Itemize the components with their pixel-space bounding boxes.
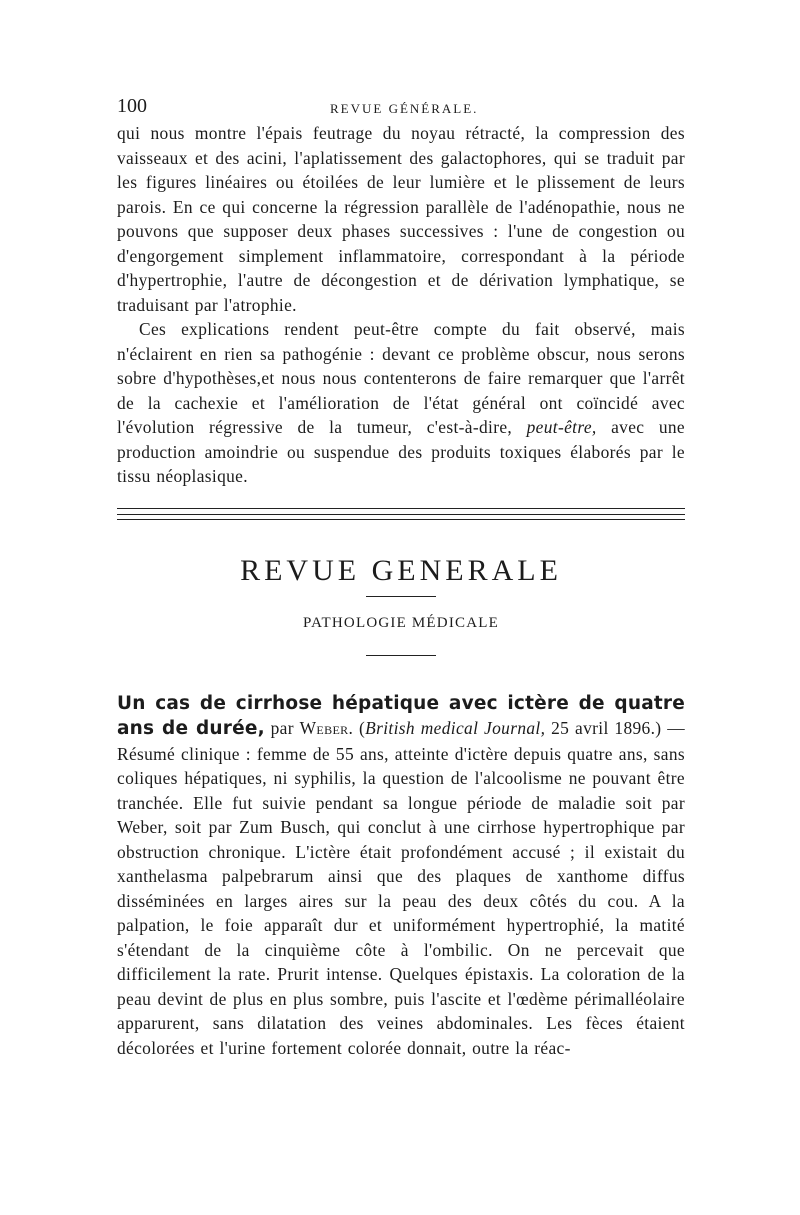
divider-line-top [117, 508, 685, 509]
subsection-underline [366, 655, 436, 656]
citation-date: 25 avril 1896.) — [545, 718, 685, 738]
book-page [117, 95, 685, 1060]
article-author: Weber. [299, 718, 354, 738]
section-divider [117, 508, 685, 520]
conclusion-text-part-2: avec une production amoindrie ou suspendue des produits toxiques élaborés par le tissu néoplasique. [117, 417, 685, 486]
continued-article-text [117, 121, 685, 489]
conclusion-text-part-1: Ces explications rendent peut-être compte du fait observé, mais n'éclairent en rien sa pathogénie : devant ce problème obscur, nous serons sobre d'hypothèses,et nous nous contenterons de faire remarquer que l'arrêt de la cachexie et l'amélioration de l'état général ont coïncidé avec l'évolution régressive de la tumeur, c'est-à-dire, [117, 319, 685, 437]
article-paragraph [117, 691, 685, 1061]
subsection-title: PATHOLOGIE MÉDICALE [303, 614, 499, 631]
citation-open: ( [353, 718, 366, 738]
journal-name: British medical Journal, [365, 718, 546, 738]
article-by: par [264, 718, 300, 738]
continued-paragraph: qui nous montre l'épais feutrage du noyau rétracté, la compression des vaisseaux et des acini, l'aplatissement des galactophores, qui se traduit par les figures linéaires ou étoilées de leur lumière et le plissement de leurs parois. En ce qui concerne la régression parallèle de l'adénopathie, nous ne pouvons que supposer deux phases successives : l'une de congestion ou d'engorgement simplement inflammatoire, correspondant à la période d'hypertrophie, l'autre de décongestion et de dérivation lymphatique, se traduisant par l'atrophie. [117, 123, 685, 315]
page-number: 100 [117, 95, 147, 117]
conclusion-italic-text: peut-être, [526, 417, 597, 437]
section-title: REVUE GENERALE [240, 553, 562, 587]
article [117, 691, 685, 1061]
conclusion-paragraph [117, 317, 685, 489]
divider-line-bottom [117, 519, 685, 520]
divider-line-middle [117, 514, 685, 515]
article-body: Résumé clinique : femme de 55 ans, atteinte d'ictère depuis quatre ans, sans coliques hépatiques, ni syphilis, la question de l'alcoolisme ne pouvant être tranchée. Elle fut suivie pendant sa longue période de maladie soit par Weber, soit par Zum Busch, qui conclut à une cirrhose hypertrophique par obstruction chronique. L'ictère était profondément accusé ; il existait du xanthelasma palpebrarum ainsi que des plaques de xanthome diffus disséminées en larges aires sur la peau des deux côtés du cou. A la palpation, le foie apparaît dur et uniformément hypertrophié, la matité s'étendant de la cinquième côte à l'ombilic. On ne percevait que difficilement la rate. Prurit intense. Quelques épistaxis. La coloration de la peau devint de plus en plus sombre, puis l'ascite et l'œdème périmalléolaire apparurent, sans dilatation des veines abdominales. Les fèces étaient décolorées et l'urine fortement colorée donnait, outre la réac- [117, 743, 685, 1058]
running-title: REVUE GÉNÉRALE. [330, 101, 479, 116]
running-head [117, 95, 685, 121]
section-title-underline [366, 596, 436, 597]
article-title: Un cas de cirrhose hépatique avec ictère de quatre ans de durée, [117, 692, 685, 739]
